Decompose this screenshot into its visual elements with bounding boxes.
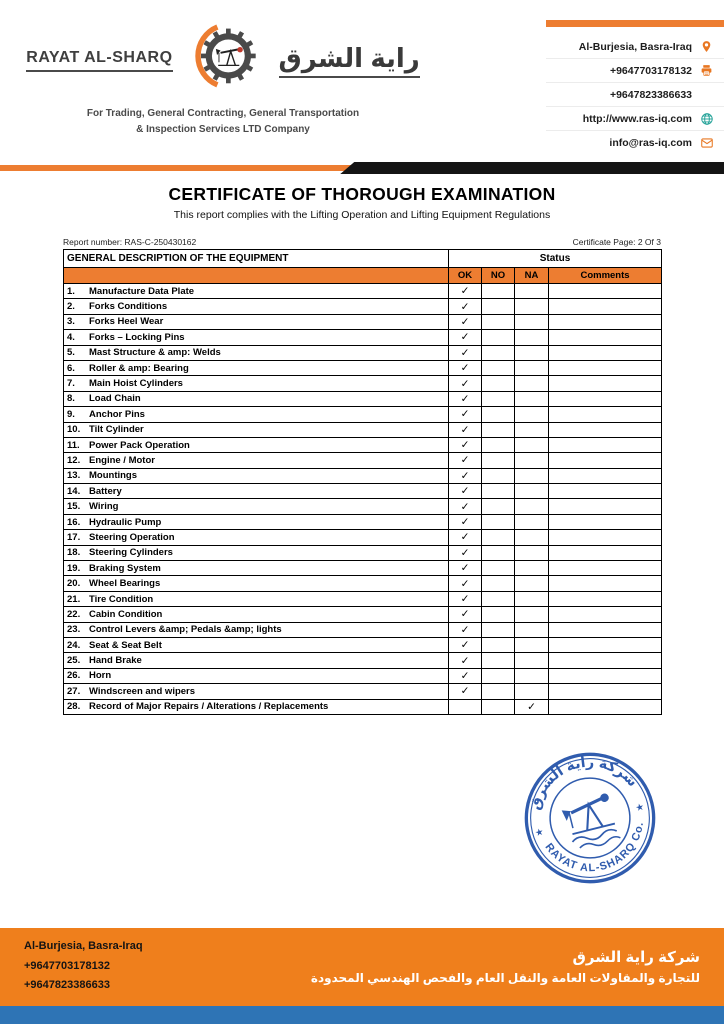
footer-company-arabic bbox=[311, 948, 700, 985]
status-cell-na bbox=[515, 314, 549, 329]
status-cell-na bbox=[515, 499, 549, 514]
table-row bbox=[64, 699, 662, 714]
item-description-cell bbox=[64, 299, 449, 314]
checkmark-icon: ✓ bbox=[449, 437, 482, 452]
item-label: Horn bbox=[89, 670, 112, 682]
fax-phone-icon bbox=[699, 63, 714, 78]
item-description-cell bbox=[64, 699, 449, 714]
checkmark-icon: ✓ bbox=[449, 668, 482, 683]
company-stamp bbox=[498, 726, 682, 910]
item-label: Power Pack Operation bbox=[89, 439, 190, 451]
table-row bbox=[64, 407, 662, 422]
footer-blue-strip bbox=[0, 1006, 724, 1024]
table-row bbox=[64, 561, 662, 576]
location-pin-icon bbox=[699, 39, 714, 54]
status-cell-na bbox=[515, 284, 549, 299]
table-row bbox=[64, 314, 662, 329]
item-description-cell bbox=[64, 576, 449, 591]
checkmark-icon: ✓ bbox=[449, 299, 482, 314]
status-cell-na bbox=[515, 545, 549, 560]
checkmark-icon: ✓ bbox=[449, 376, 482, 391]
item-number: 21. bbox=[67, 593, 81, 605]
contact-text: http://www.ras-iq.com bbox=[582, 112, 692, 125]
table-row bbox=[64, 345, 662, 360]
comments-cell bbox=[549, 422, 662, 437]
round-stamp-icon bbox=[498, 726, 682, 910]
item-label: Hand Brake bbox=[89, 655, 142, 667]
contact-list bbox=[546, 35, 724, 155]
comments-cell bbox=[549, 345, 662, 360]
comments-cell bbox=[549, 453, 662, 468]
item-number: 13. bbox=[67, 470, 81, 482]
item-description-cell bbox=[64, 499, 449, 514]
checkmark-icon: ✓ bbox=[449, 530, 482, 545]
item-label: Battery bbox=[89, 485, 122, 497]
status-cell-no bbox=[482, 514, 515, 529]
checkmark-icon: ✓ bbox=[449, 561, 482, 576]
item-number: 18. bbox=[67, 547, 81, 559]
item-description-cell bbox=[64, 437, 449, 452]
status-cell-ok bbox=[449, 699, 482, 714]
item-label: Steering Cylinders bbox=[89, 547, 173, 559]
status-cell-na bbox=[515, 561, 549, 576]
table-row bbox=[64, 453, 662, 468]
status-cell-na bbox=[515, 360, 549, 375]
table-row bbox=[64, 391, 662, 406]
item-label: Manufacture Data Plate bbox=[89, 285, 195, 297]
table-row bbox=[64, 284, 662, 299]
status-cell-na bbox=[515, 684, 549, 699]
gear-pumpjack-logo-icon bbox=[183, 20, 269, 95]
status-cell-no bbox=[482, 499, 515, 514]
item-number: 8. bbox=[67, 393, 75, 405]
tagline-line2: & Inspection Services LTD Company bbox=[136, 123, 310, 135]
company-logo bbox=[183, 20, 269, 100]
item-description-cell bbox=[64, 591, 449, 606]
status-cell-na bbox=[515, 422, 549, 437]
status-cell-na bbox=[515, 514, 549, 529]
item-description-cell bbox=[64, 668, 449, 683]
table-row bbox=[64, 668, 662, 683]
checkmark-icon: ✓ bbox=[449, 591, 482, 606]
item-number: 22. bbox=[67, 608, 81, 620]
item-label: Main Hoist Cylinders bbox=[89, 378, 183, 390]
table-row bbox=[64, 468, 662, 483]
column-header-na: NA bbox=[515, 268, 549, 284]
checkmark-icon: ✓ bbox=[449, 284, 482, 299]
item-label: Record of Major Repairs / Alterations / Replacements bbox=[89, 701, 329, 713]
contact-row bbox=[546, 131, 724, 155]
comments-cell bbox=[549, 407, 662, 422]
status-cell-na bbox=[515, 576, 549, 591]
item-label: Engine / Motor bbox=[89, 454, 155, 466]
comments-cell bbox=[549, 576, 662, 591]
item-label: Tilt Cylinder bbox=[89, 424, 144, 436]
status-cell-no bbox=[482, 637, 515, 652]
comments-cell bbox=[549, 653, 662, 668]
item-number: 19. bbox=[67, 562, 81, 574]
footer-company-name-ar: شركة راية الشرق bbox=[572, 948, 700, 966]
footer-phone1: +9647703178132 bbox=[24, 959, 110, 972]
globe-icon bbox=[699, 111, 714, 126]
status-cell-no bbox=[482, 360, 515, 375]
comments-cell bbox=[549, 591, 662, 606]
item-number: 11. bbox=[67, 439, 80, 451]
checkmark-icon: ✓ bbox=[449, 314, 482, 329]
equipment-rows bbox=[64, 284, 662, 715]
contact-row bbox=[546, 35, 724, 59]
comments-cell bbox=[549, 360, 662, 375]
checkmark-icon: ✓ bbox=[449, 499, 482, 514]
icon-placeholder bbox=[699, 87, 714, 102]
header bbox=[0, 0, 724, 155]
item-description-cell bbox=[64, 422, 449, 437]
item-number: 16. bbox=[67, 516, 81, 528]
table-row bbox=[64, 514, 662, 529]
item-description-cell bbox=[64, 653, 449, 668]
comments-cell bbox=[549, 284, 662, 299]
item-number: 27. bbox=[67, 685, 81, 697]
item-description-cell bbox=[64, 407, 449, 422]
column-header-no: NO bbox=[482, 268, 515, 284]
item-description-cell bbox=[64, 391, 449, 406]
status-cell-no bbox=[482, 299, 515, 314]
description-header: GENERAL DESCRIPTION OF THE EQUIPMENT bbox=[64, 250, 449, 268]
item-description-cell bbox=[64, 376, 449, 391]
item-number: 17. bbox=[67, 531, 81, 543]
status-cell-no bbox=[482, 468, 515, 483]
status-cell-no bbox=[482, 622, 515, 637]
checkmark-icon: ✓ bbox=[449, 330, 482, 345]
status-columns-row bbox=[64, 268, 662, 284]
item-number: 15. bbox=[67, 501, 81, 513]
item-description-cell bbox=[64, 345, 449, 360]
report-number: Report number: RAS-C-250430162 bbox=[63, 237, 197, 247]
company-name-en: RAYAT AL-SHARQ bbox=[26, 49, 172, 72]
footer-phone2: +9647823386633 bbox=[24, 978, 110, 991]
status-cell-no bbox=[482, 668, 515, 683]
checkmark-icon: ✓ bbox=[449, 545, 482, 560]
table-row bbox=[64, 530, 662, 545]
item-label: Forks – Locking Pins bbox=[89, 331, 185, 343]
comments-cell bbox=[549, 391, 662, 406]
tagline-line1: For Trading, General Contracting, General Transportation bbox=[86, 108, 360, 119]
status-cell-no bbox=[482, 284, 515, 299]
report-meta-row bbox=[63, 237, 661, 247]
status-cell-na bbox=[515, 668, 549, 683]
company-brand bbox=[26, 20, 420, 155]
table-row bbox=[64, 607, 662, 622]
item-number: 4. bbox=[67, 331, 75, 343]
checkmark-icon: ✓ bbox=[449, 607, 482, 622]
checkmark-icon: ✓ bbox=[449, 468, 482, 483]
item-label: Wheel Bearings bbox=[89, 578, 161, 590]
item-description-cell bbox=[64, 561, 449, 576]
column-header-ok: OK bbox=[449, 268, 482, 284]
checkmark-icon: ✓ bbox=[449, 684, 482, 699]
checkmark-icon: ✓ bbox=[449, 622, 482, 637]
divider-orange-segment bbox=[0, 165, 369, 171]
item-label: Tire Condition bbox=[89, 593, 154, 605]
status-cell-no bbox=[482, 591, 515, 606]
table-row bbox=[64, 299, 662, 314]
status-cell-no bbox=[482, 699, 515, 714]
status-cell-no bbox=[482, 422, 515, 437]
table-row bbox=[64, 591, 662, 606]
contact-text: +9647703178132 bbox=[609, 64, 692, 77]
checkmark-icon: ✓ bbox=[449, 653, 482, 668]
contact-block bbox=[546, 20, 724, 155]
footer-contact bbox=[24, 937, 143, 995]
comments-cell bbox=[549, 668, 662, 683]
item-number: 25. bbox=[67, 655, 81, 667]
item-number: 28. bbox=[67, 701, 81, 713]
status-cell-no bbox=[482, 453, 515, 468]
item-number: 2. bbox=[67, 301, 75, 313]
item-description-cell bbox=[64, 484, 449, 499]
contact-text: +9647823386633 bbox=[609, 88, 692, 101]
table-row bbox=[64, 484, 662, 499]
comments-cell bbox=[549, 530, 662, 545]
item-label: Windscreen and wipers bbox=[89, 685, 196, 697]
column-header-comments: Comments bbox=[549, 268, 662, 284]
item-description-cell bbox=[64, 514, 449, 529]
company-name-ar: راية الشرق bbox=[279, 43, 420, 78]
orange-top-bar bbox=[546, 20, 724, 27]
item-number: 6. bbox=[67, 362, 75, 374]
item-description-cell bbox=[64, 314, 449, 329]
stamp-english-text: RAYAT AL-SHARQ Co. bbox=[542, 821, 647, 875]
item-label: Cabin Condition bbox=[89, 608, 163, 620]
item-label: Hydraulic Pump bbox=[89, 516, 162, 528]
table-row bbox=[64, 360, 662, 375]
item-number: 1. bbox=[67, 285, 75, 297]
status-cell-no bbox=[482, 684, 515, 699]
comments-cell bbox=[549, 499, 662, 514]
item-label: Wiring bbox=[89, 501, 119, 513]
status-cell-no bbox=[482, 330, 515, 345]
email-icon bbox=[699, 136, 714, 151]
status-cell-na bbox=[515, 376, 549, 391]
footer-address: Al-Burjesia, Basra-Iraq bbox=[24, 940, 143, 953]
table-row bbox=[64, 653, 662, 668]
status-cell-no bbox=[482, 314, 515, 329]
item-description-cell bbox=[64, 637, 449, 652]
stamp-star-left-icon: ★ bbox=[533, 826, 545, 840]
comments-cell bbox=[549, 376, 662, 391]
item-description-cell bbox=[64, 607, 449, 622]
status-cell-na bbox=[515, 484, 549, 499]
checkmark-icon: ✓ bbox=[449, 484, 482, 499]
item-description-cell bbox=[64, 453, 449, 468]
header-divider bbox=[0, 160, 724, 175]
table-row bbox=[64, 422, 662, 437]
checkmark-icon: ✓ bbox=[449, 391, 482, 406]
item-label: Anchor Pins bbox=[89, 408, 145, 420]
comments-cell bbox=[549, 468, 662, 483]
item-description-cell bbox=[64, 284, 449, 299]
status-cell-na bbox=[515, 591, 549, 606]
checkmark-icon: ✓ bbox=[449, 453, 482, 468]
item-number: 12. bbox=[67, 454, 81, 466]
divider-black-segment bbox=[340, 162, 724, 174]
status-cell-no bbox=[482, 530, 515, 545]
table-row bbox=[64, 437, 662, 452]
table-header-row bbox=[64, 250, 662, 268]
item-number: 5. bbox=[67, 347, 75, 359]
status-cell-na bbox=[515, 622, 549, 637]
checkmark-icon: ✓ bbox=[449, 407, 482, 422]
table-row bbox=[64, 684, 662, 699]
item-number: 23. bbox=[67, 624, 81, 636]
checkmark-icon: ✓ bbox=[449, 360, 482, 375]
checkmark-icon: ✓ bbox=[449, 637, 482, 652]
brand-row bbox=[26, 20, 420, 100]
item-label: Seat & Seat Belt bbox=[89, 639, 162, 651]
footer-company-desc-ar: للتجارة والمقاولات العامة والنقل العام والفحص الهندسي المحدودة bbox=[310, 970, 700, 985]
item-label: Mast Structure & amp: Welds bbox=[89, 347, 221, 359]
status-cell-no bbox=[482, 484, 515, 499]
item-label: Forks Heel Wear bbox=[89, 316, 164, 328]
contact-row bbox=[546, 83, 724, 107]
contact-text: Al-Burjesia, Basra-Iraq bbox=[578, 40, 692, 53]
status-cell-na bbox=[515, 468, 549, 483]
status-cell-na bbox=[515, 653, 549, 668]
status-cell-no bbox=[482, 576, 515, 591]
item-number: 20. bbox=[67, 578, 81, 590]
status-cell-na bbox=[515, 407, 549, 422]
item-label: Forks Conditions bbox=[89, 301, 168, 313]
empty-orange-cell bbox=[64, 268, 449, 284]
status-cell-na bbox=[515, 345, 549, 360]
item-description-cell bbox=[64, 684, 449, 699]
item-description-cell bbox=[64, 360, 449, 375]
stamp-star-right-icon: ★ bbox=[634, 801, 646, 815]
status-cell-na bbox=[515, 530, 549, 545]
comments-cell bbox=[549, 299, 662, 314]
table-row bbox=[64, 545, 662, 560]
checkmark-icon: ✓ bbox=[449, 345, 482, 360]
comments-cell bbox=[549, 314, 662, 329]
status-cell-no bbox=[482, 391, 515, 406]
item-label: Braking System bbox=[89, 562, 161, 574]
table-row bbox=[64, 376, 662, 391]
item-label: Roller & amp: Bearing bbox=[89, 362, 189, 374]
status-cell-no bbox=[482, 376, 515, 391]
item-number: 3. bbox=[67, 316, 75, 328]
item-number: 7. bbox=[67, 378, 75, 390]
status-cell-no bbox=[482, 545, 515, 560]
item-description-cell bbox=[64, 330, 449, 345]
table-row bbox=[64, 330, 662, 345]
contact-text: info@ras-iq.com bbox=[609, 137, 692, 149]
footer bbox=[0, 928, 724, 1024]
status-cell-no bbox=[482, 407, 515, 422]
comments-cell bbox=[549, 437, 662, 452]
item-label: Mountings bbox=[89, 470, 138, 482]
status-cell-no bbox=[482, 607, 515, 622]
page-subtitle: This report complies with the Lifting Operation and Lifting Equipment Regulations bbox=[173, 209, 551, 221]
item-number: 26. bbox=[67, 670, 81, 682]
contact-row bbox=[546, 59, 724, 83]
item-number: 24. bbox=[67, 639, 81, 651]
status-cell-no bbox=[482, 345, 515, 360]
status-cell-no bbox=[482, 653, 515, 668]
item-label: Control Levers &amp; Pedals &amp; lights bbox=[89, 624, 282, 636]
comments-cell bbox=[549, 607, 662, 622]
contact-row bbox=[546, 107, 724, 131]
stamp-arabic-text: شركة راية الشرق bbox=[527, 754, 641, 812]
item-number: 14. bbox=[67, 485, 81, 497]
status-cell-na bbox=[515, 391, 549, 406]
table-row bbox=[64, 637, 662, 652]
equipment-table bbox=[63, 249, 662, 715]
status-cell-na bbox=[515, 607, 549, 622]
status-cell-na bbox=[515, 437, 549, 452]
status-cell-no bbox=[482, 561, 515, 576]
table-row bbox=[64, 622, 662, 637]
status-cell-na bbox=[515, 330, 549, 345]
status-cell-na bbox=[515, 453, 549, 468]
page-title: CERTIFICATE OF THOROUGH EXAMINATION bbox=[168, 184, 556, 204]
status-header: Status bbox=[449, 250, 662, 268]
item-description-cell bbox=[64, 530, 449, 545]
status-cell-no bbox=[482, 437, 515, 452]
comments-cell bbox=[549, 514, 662, 529]
checkmark-icon: ✓ bbox=[449, 576, 482, 591]
item-description-cell bbox=[64, 622, 449, 637]
table-row bbox=[64, 576, 662, 591]
comments-cell bbox=[549, 622, 662, 637]
footer-orange-bar bbox=[0, 928, 724, 1006]
comments-cell bbox=[549, 699, 662, 714]
item-number: 10. bbox=[67, 424, 81, 436]
table-row bbox=[64, 499, 662, 514]
comments-cell bbox=[549, 561, 662, 576]
comments-cell bbox=[549, 684, 662, 699]
company-tagline bbox=[38, 106, 408, 137]
checkmark-icon: ✓ bbox=[449, 514, 482, 529]
item-description-cell bbox=[64, 545, 449, 560]
checkmark-icon: ✓ bbox=[449, 422, 482, 437]
status-cell-na bbox=[515, 637, 549, 652]
item-label: Steering Operation bbox=[89, 531, 175, 543]
comments-cell bbox=[549, 330, 662, 345]
checkmark-icon: ✓ bbox=[515, 699, 549, 714]
stamp-pumpjack-icon bbox=[564, 795, 621, 851]
item-description-cell bbox=[64, 468, 449, 483]
comments-cell bbox=[549, 637, 662, 652]
comments-cell bbox=[549, 484, 662, 499]
status-cell-na bbox=[515, 299, 549, 314]
item-label: Load Chain bbox=[89, 393, 141, 405]
certificate-page-label: Certificate Page: 2 Of 3 bbox=[572, 237, 661, 247]
comments-cell bbox=[549, 545, 662, 560]
item-number: 9. bbox=[67, 408, 75, 420]
